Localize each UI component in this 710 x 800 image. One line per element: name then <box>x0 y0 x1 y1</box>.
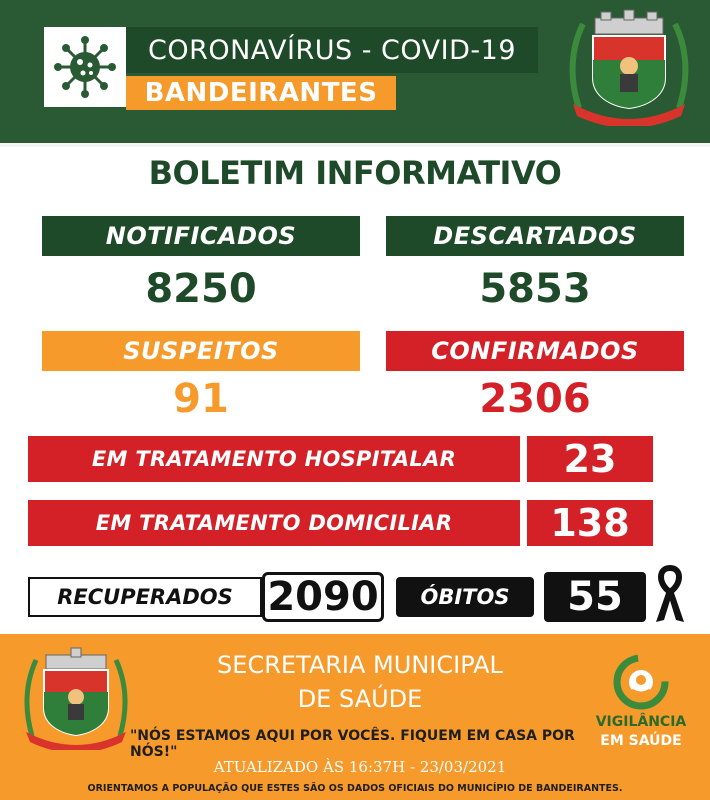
bulletin-title: BOLETIM INFORMATIVO <box>148 154 562 192</box>
update-timestamp: ATUALIZADO ÀS 16:37H - 23/03/2021 <box>213 758 507 776</box>
city-name: BANDEIRANTES <box>126 76 396 110</box>
header-divider <box>0 143 710 147</box>
notified-label: NOTIFICADOS <box>42 216 360 256</box>
confirmed-value: 2306 <box>479 376 591 422</box>
secretary-title-line2: DE SAÚDE <box>297 685 423 713</box>
suspected-label: SUSPEITOS <box>42 331 360 371</box>
recovered-value: 2090 <box>262 572 384 622</box>
deaths-label: ÓBITOS <box>396 577 534 617</box>
vigilance-name: VIGILÂNCIA <box>595 714 687 730</box>
mourning-ribbon-icon <box>650 562 690 626</box>
stay-home-quote: "NÓS ESTAMOS AQUI POR VOCÊS. FIQUEM EM CASA POR NÓS!" <box>130 728 575 760</box>
suspected-value: 91 <box>173 376 229 422</box>
vigilance-subtitle: EM SAÚDE <box>600 733 682 749</box>
secretary-title-line1: SECRETARIA MUNICIPAL <box>217 651 503 679</box>
home-treatment-label: EM TRATAMENTO DOMICILIAR <box>28 500 520 546</box>
municipal-crest-icon <box>20 646 132 750</box>
municipal-crest-icon <box>565 8 693 126</box>
deaths-value: 55 <box>544 572 646 622</box>
notified-value: 8250 <box>145 266 257 312</box>
recovered-label: RECUPERADOS <box>28 577 262 617</box>
hospital-treatment-label: EM TRATAMENTO HOSPITALAR <box>28 436 520 482</box>
discarded-label: DESCARTADOS <box>386 216 684 256</box>
confirmed-label: CONFIRMADOS <box>386 331 684 371</box>
discarded-value: 5853 <box>479 266 591 312</box>
home-treatment-value: 138 <box>527 500 653 546</box>
hospital-treatment-value: 23 <box>527 436 653 482</box>
campaign-title: CORONAVÍRUS - COVID-19 <box>126 27 538 73</box>
official-data-notice: ORIENTAMOS A POPULAÇÃO QUE ESTES SÃO OS DADOS OFICIAIS DO MUNICÍPIO DE BANDEIRANTES. <box>87 782 623 794</box>
coronavirus-icon <box>44 27 126 107</box>
